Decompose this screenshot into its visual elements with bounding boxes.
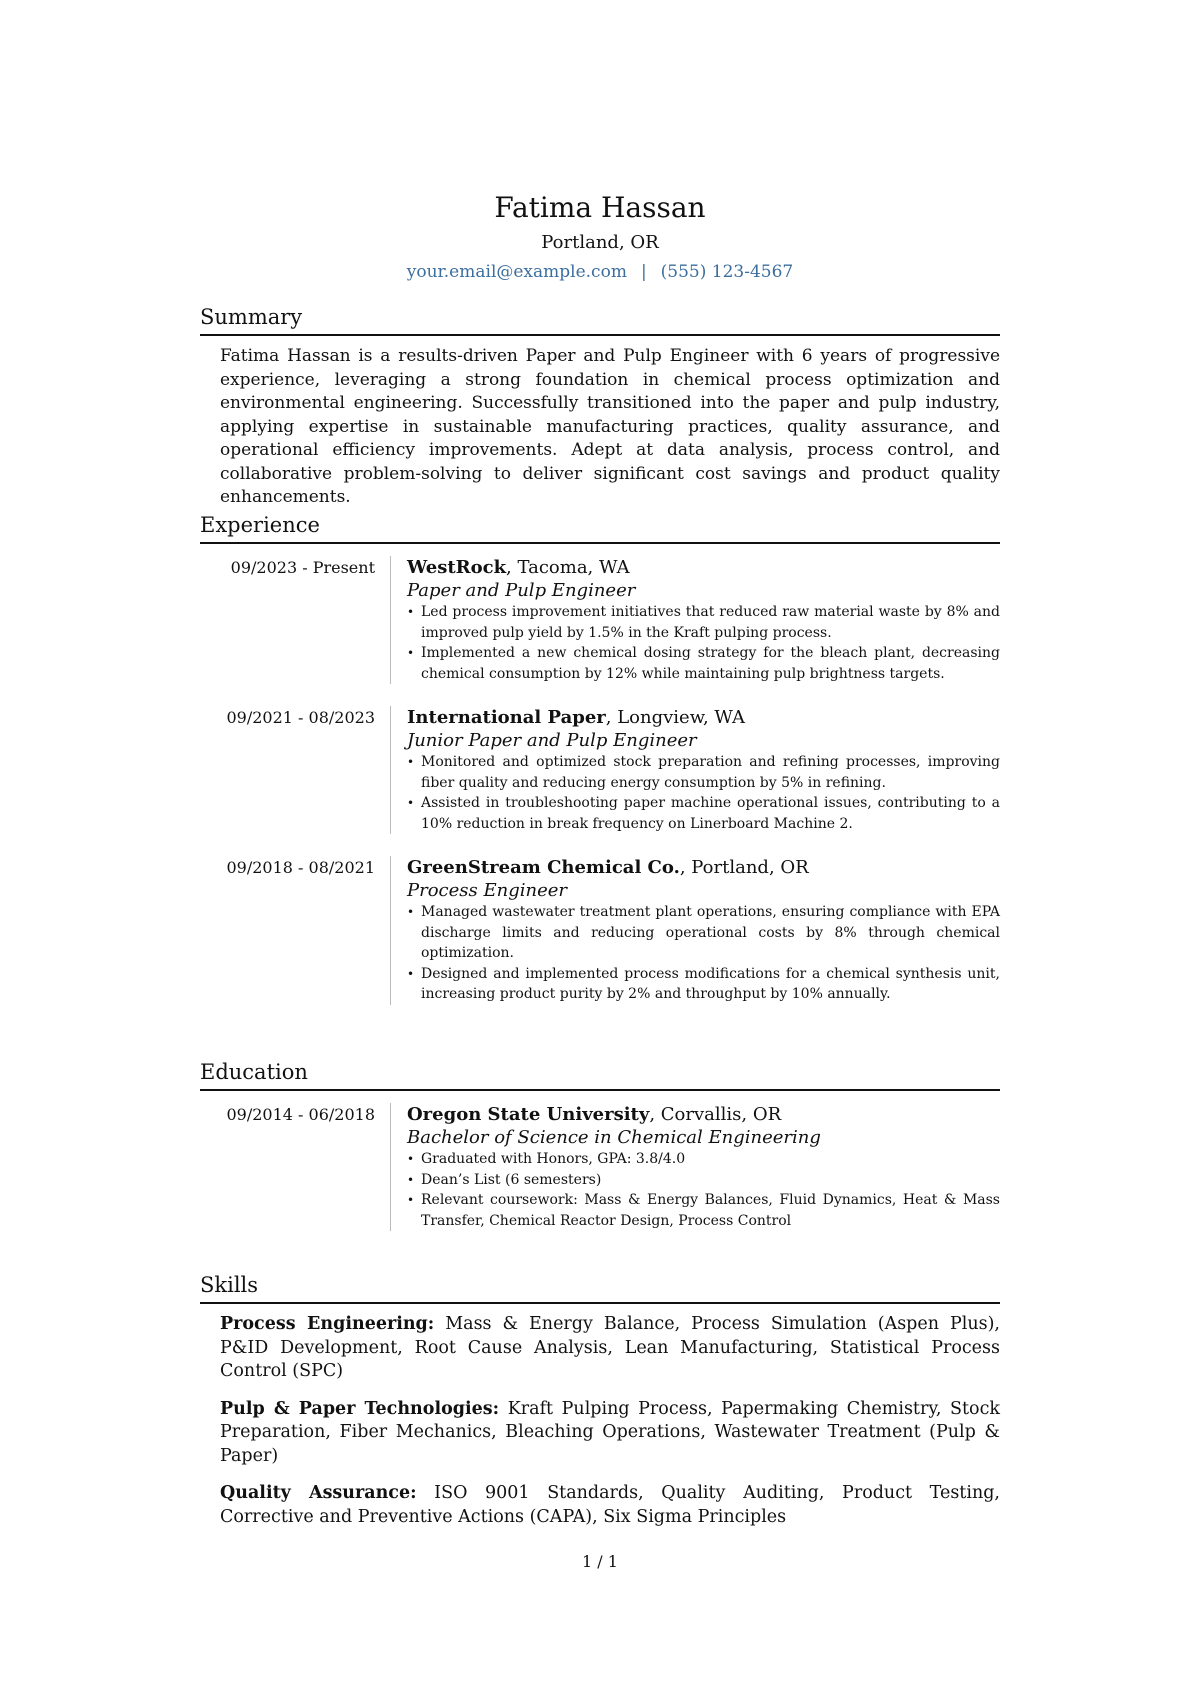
entry-role: Junior Paper and Pulp Engineer xyxy=(407,730,697,751)
entry-bullets xyxy=(407,1149,1000,1231)
entry-date: 09/2018 - 08/2021 xyxy=(226,858,375,877)
experience-heading: Experience xyxy=(200,510,1000,544)
entry-org-line xyxy=(407,856,1000,879)
skill-item xyxy=(220,1313,1000,1384)
skills-section xyxy=(200,1270,1000,1529)
entry-org-line xyxy=(407,1103,1000,1126)
experience-section xyxy=(200,510,1000,1005)
candidate-name: Fatima Hassan xyxy=(494,191,706,224)
entry-location: , Longview, WA xyxy=(605,707,746,728)
summary-section xyxy=(200,302,1000,510)
page-number: 1 / 1 xyxy=(582,1552,618,1571)
entry-bullets xyxy=(407,902,1000,1005)
entry-bullets xyxy=(407,602,1000,684)
bullet-item: • Implemented a new chemical dosing strategy for the bleach plant, decreasing chemical consumption by 12% while maintaining pulp brightness targets. xyxy=(407,643,1000,684)
entry-date: 09/2014 - 06/2018 xyxy=(226,1105,375,1124)
skill-label: Quality Assurance: xyxy=(220,1483,417,1503)
bullet-item: • Relevant coursework: Mass & Energy Balances, Fluid Dynamics, Heat & Mass Transfer, Chemical Reactor Design, Process Control xyxy=(407,1190,1000,1231)
skills-heading: Skills xyxy=(200,1270,1000,1304)
entry-location: , Corvallis, OR xyxy=(649,1104,782,1125)
entry-role: Bachelor of Science in Chemical Engineering xyxy=(407,1127,821,1148)
skill-item xyxy=(220,1482,1000,1529)
entry-org-line xyxy=(407,706,1000,729)
skill-label: Process Engineering: xyxy=(220,1314,435,1334)
entry-org: Oregon State University xyxy=(407,1104,650,1125)
phone-link[interactable]: (555) 123-4567 xyxy=(660,262,794,282)
education-section xyxy=(200,1057,1000,1231)
skill-text: Mass & Energy Balance, Process Simulation (Aspen Plus), P&ID Development, Root Cause Analysis, Lean Manufacturing, Statistical Process Control (SPC) xyxy=(220,1314,1000,1381)
experience-entry xyxy=(200,706,1000,834)
education-entry xyxy=(200,1103,1000,1231)
skill-text: ISO 9001 Standards, Quality Auditing, Product Testing, Corrective and Preventive Actions (CAPA), Six Sigma Principles xyxy=(220,1483,1000,1527)
bullet-item: • Led process improvement initiatives that reduced raw material waste by 8% and improved pulp yield by 1.5% in the Kraft pulping process. xyxy=(407,602,1000,643)
entry-date: 09/2021 - 08/2023 xyxy=(226,708,375,727)
skills-list xyxy=(200,1313,1000,1529)
email-link[interactable]: your.email@example.com xyxy=(406,262,627,282)
resume-header xyxy=(200,190,1000,284)
contact-line xyxy=(200,260,1000,284)
bullet-item: • Graduated with Honors, GPA: 3.8/4.0 xyxy=(407,1149,1000,1170)
education-heading: Education xyxy=(200,1057,1000,1091)
entry-date: 09/2023 - Present xyxy=(230,558,375,577)
bullet-item: • Assisted in troubleshooting paper machine operational issues, contributing to a 10% reduction in break frequency on Linerboard Machine 2. xyxy=(407,793,1000,834)
entry-body xyxy=(390,856,1000,1005)
summary-heading: Summary xyxy=(200,302,1000,336)
entry-org-line xyxy=(407,556,1000,579)
candidate-location: Portland, OR xyxy=(541,232,659,253)
bullet-item: • Monitored and optimized stock preparation and refining processes, improving fiber quality and reducing energy consumption by 5% in refining. xyxy=(407,752,1000,793)
entry-location: , Portland, OR xyxy=(679,857,809,878)
summary-text: Fatima Hassan is a results-driven Paper and Pulp Engineer with 6 years of progressive experience, leveraging a strong foundation in chemical process optimization and environmental engineering. Successfully transitioned into the paper and pulp industry, applying expertise in sustainable manufacturing practices, quality assurance, and operational efficiency improvements. Adept at data analysis, process control, and collaborative problem-solving to deliver significant cost savings and product quality enhancements. xyxy=(220,346,1000,507)
entry-bullets xyxy=(407,752,1000,834)
contact-separator: | xyxy=(640,262,647,282)
entry-org: GreenStream Chemical Co. xyxy=(407,857,680,878)
bullet-item: • Dean’s List (6 semesters) xyxy=(407,1170,1000,1191)
experience-entry xyxy=(200,556,1000,684)
skill-label: Pulp & Paper Technologies: xyxy=(220,1398,500,1419)
entry-body xyxy=(390,706,1000,834)
experience-entry xyxy=(200,856,1000,1005)
experience-list xyxy=(200,556,1000,1005)
entry-role: Process Engineer xyxy=(407,880,567,901)
entry-org: International Paper xyxy=(407,707,606,728)
entry-role: Paper and Pulp Engineer xyxy=(407,580,636,601)
entry-body xyxy=(390,556,1000,684)
entry-org: WestRock xyxy=(407,557,507,578)
entry-location: , Tacoma, WA xyxy=(506,557,630,578)
bullet-item: • Designed and implemented process modifications for a chemical synthesis unit, increasing product purity by 2% and throughput by 10% annually. xyxy=(407,964,1000,1005)
bullet-item: • Managed wastewater treatment plant operations, ensuring compliance with EPA discharge limits and reducing operational costs by 8% through chemical optimization. xyxy=(407,902,1000,964)
skill-item xyxy=(220,1398,1000,1469)
entry-body xyxy=(390,1103,1000,1231)
skill-text: Kraft Pulping Process, Papermaking Chemistry, Stock Preparation, Fiber Mechanics, Bleaching Operations, Wastewater Treatment (Pulp & Paper) xyxy=(220,1398,1000,1466)
